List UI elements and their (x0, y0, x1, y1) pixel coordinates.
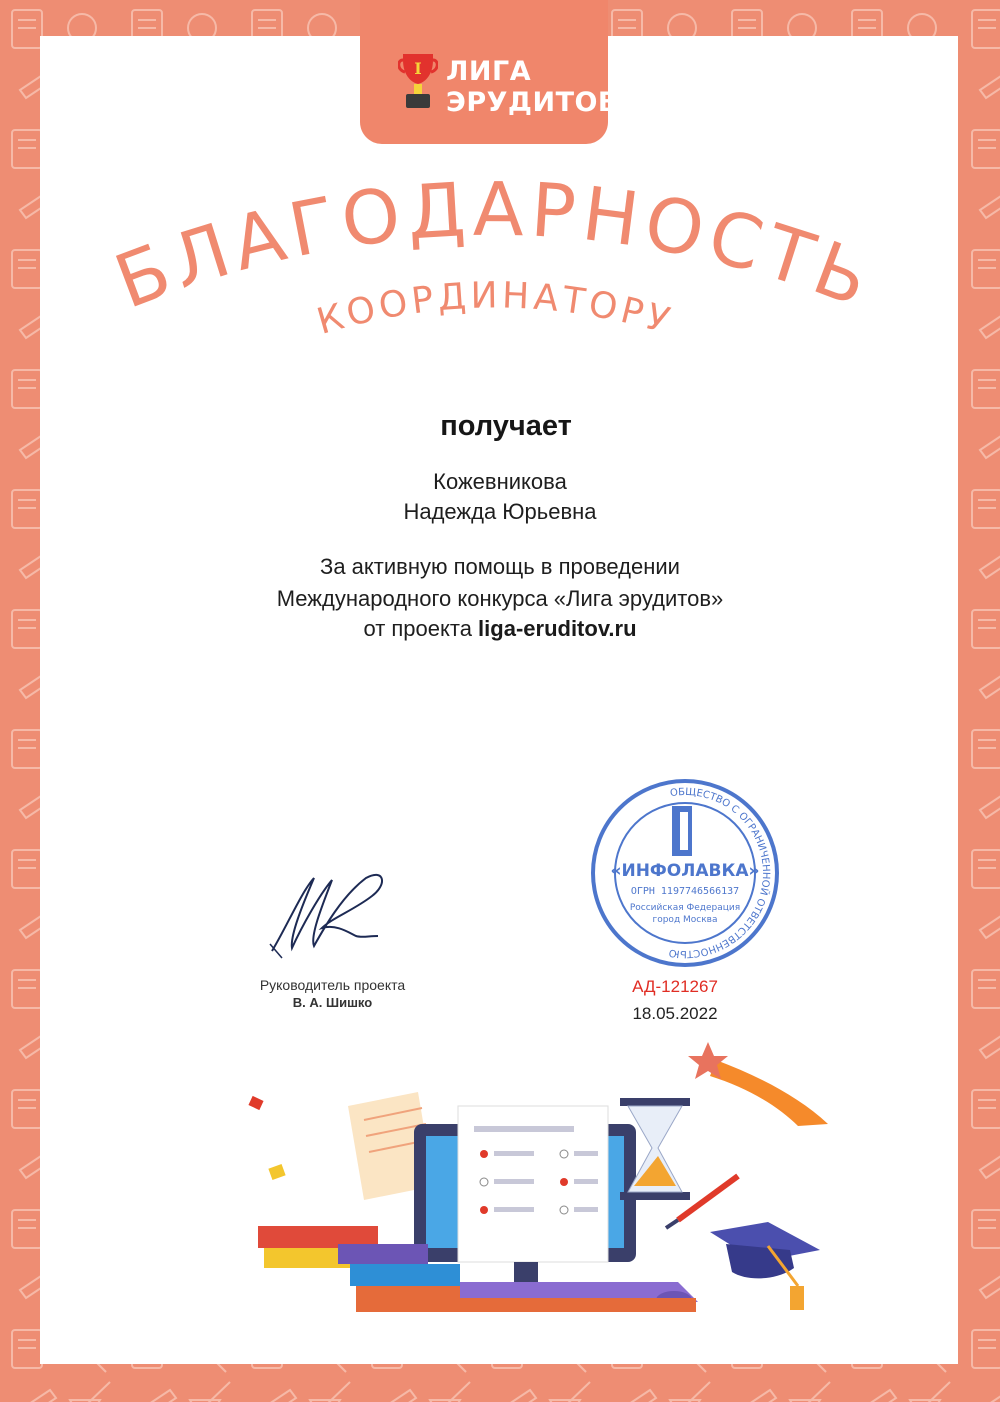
headline (0, 160, 1000, 400)
recipient-given-names: Надежда Юрьевна (403, 499, 597, 524)
svg-text:I: I (414, 59, 422, 78)
brand-logo-line2: ЭРУДИТОВ (446, 87, 620, 118)
company-stamp (588, 776, 782, 970)
reason-line-1: За активную помощь в проведении (320, 554, 680, 579)
recipient-surname: Кожевникова (433, 469, 567, 494)
reason-line-3 (150, 614, 850, 644)
stamp-company: «ИНФОЛАВКА» (610, 861, 760, 881)
desk (356, 1298, 696, 1312)
document-date: 18.05.2022 (632, 1004, 718, 1023)
signatory-role: Руководитель проекта (259, 977, 406, 993)
confetti-icon (268, 1164, 285, 1180)
stamp-ogrn: ОГРН 1197746566137 (630, 886, 740, 897)
brand-logo-text (446, 56, 620, 118)
reason-line-2: Международного конкурса «Лига эрудитов» (276, 586, 724, 611)
stamp-country: Российская Федерация (629, 903, 741, 913)
confetti-icon (248, 1096, 263, 1110)
stamp-city: город Москва (652, 915, 718, 925)
graduation-cap-icon (710, 1222, 820, 1310)
headline-title: БЛАГОДАРНОСТЬ (104, 166, 886, 326)
signatory-name: В. А. Шишко (292, 995, 373, 1010)
document-id: АД-121267 (632, 977, 718, 996)
reason-prefix: от проекта (363, 616, 479, 641)
trophy-icon (398, 50, 438, 120)
project-site: liga-eruditov.ru (478, 616, 637, 641)
shooting-star-icon (688, 1042, 828, 1126)
headline-subtitle: КООРДИНАТОРУ (312, 275, 678, 343)
signature-caption (230, 977, 435, 1011)
handwritten-signature (262, 866, 392, 961)
computer-monitor-icon (414, 1106, 636, 1284)
receives-label: получает (440, 410, 572, 442)
stamp-ring-text: ОБЩЕСТВО С ОГРАНИЧЕННОЙ ОТВЕТСТВЕННОСТЬЮ (668, 786, 772, 960)
brand-logo-line1: ЛИГА (446, 56, 532, 87)
education-illustration (238, 1036, 838, 1336)
